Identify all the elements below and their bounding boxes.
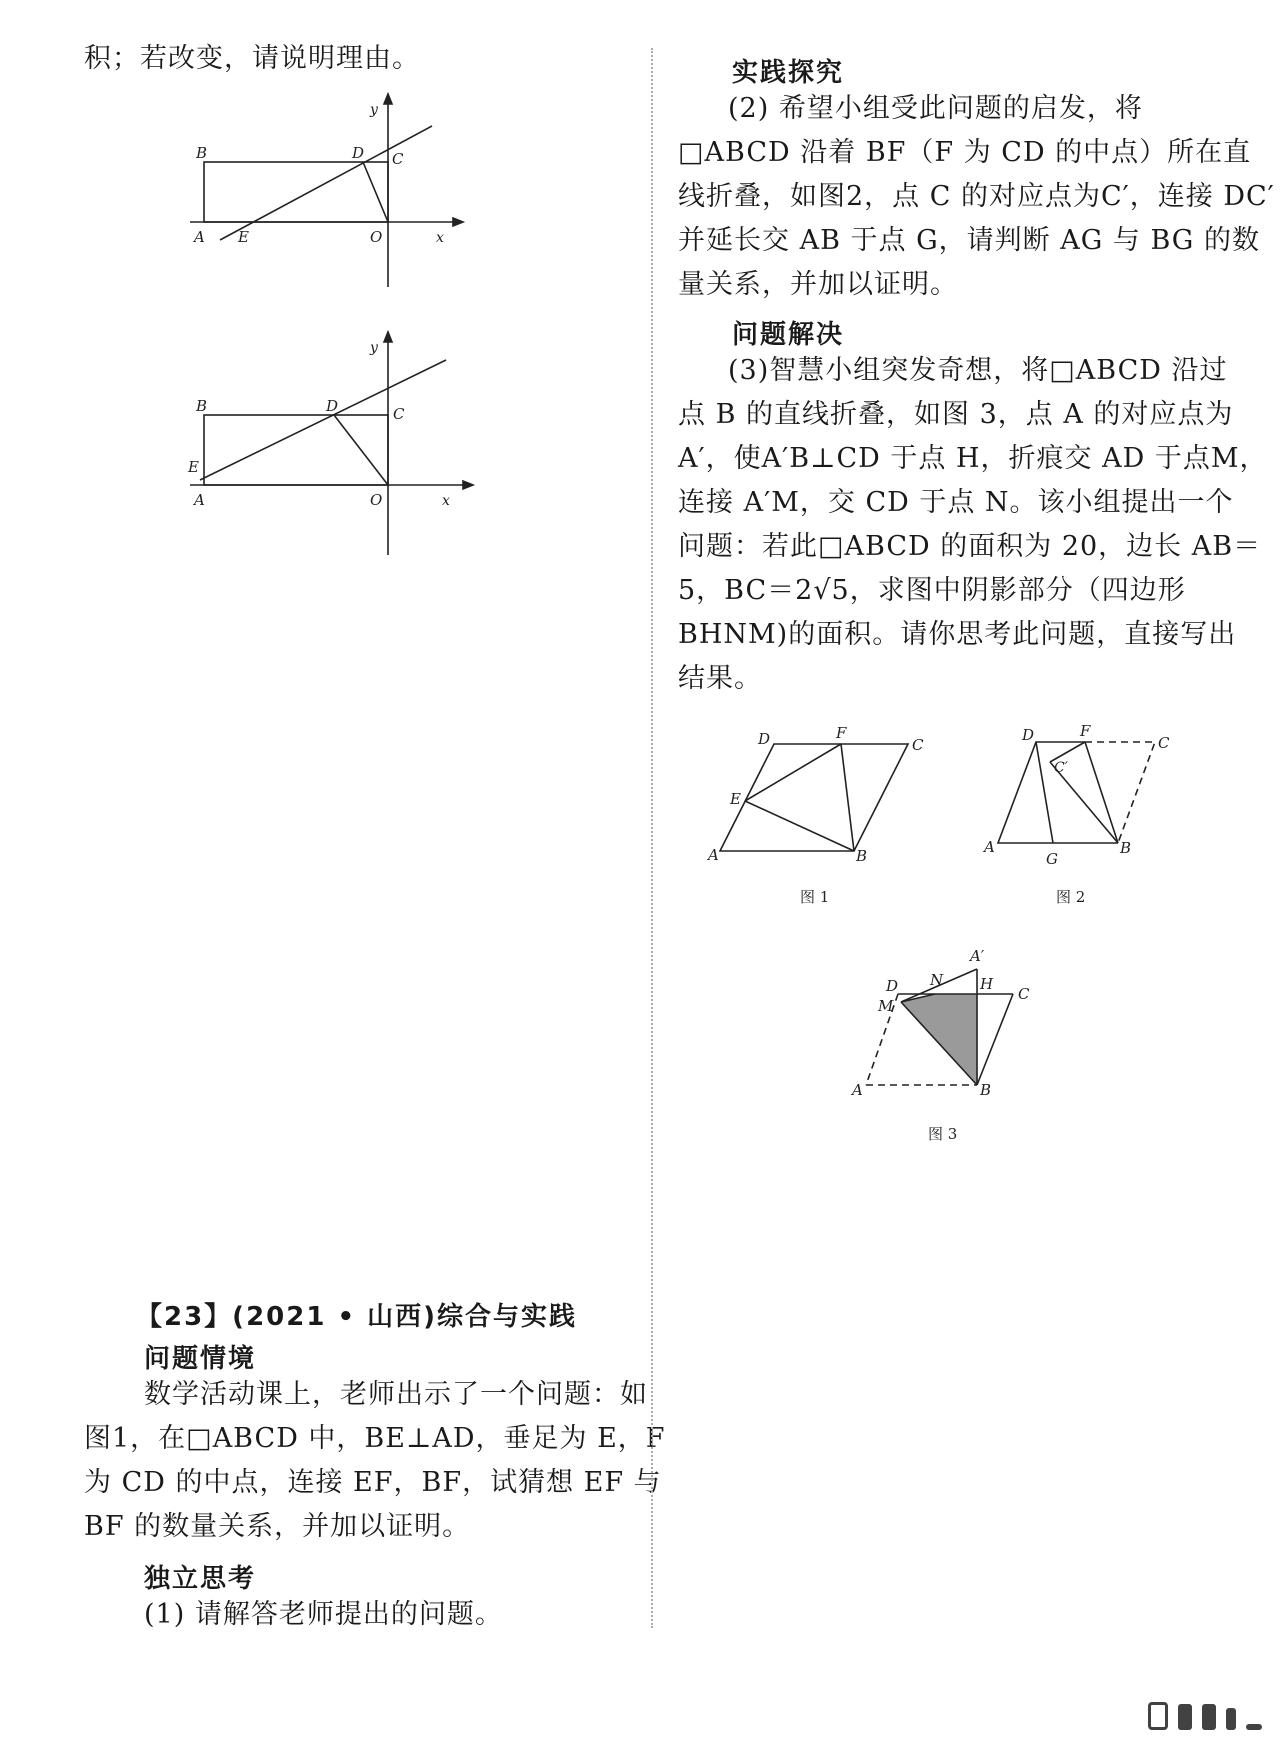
practice-line: 线折叠，如图2，点 C 的对应点为C′，连接 DC′	[678, 181, 1275, 212]
practice-line: 量关系，并加以证明。	[678, 269, 958, 300]
situation-line: 数学活动课上，老师出示了一个问题：如	[144, 1379, 648, 1410]
figure-1	[700, 720, 940, 920]
graph2-label: x	[442, 493, 450, 509]
graph2-label: D	[326, 397, 339, 415]
fig1-label: A	[708, 846, 719, 864]
graph1-label: C	[392, 150, 404, 168]
fig3-label: D	[886, 977, 899, 995]
graph2-label: E	[188, 458, 199, 476]
fig2-label: C′	[1054, 760, 1068, 776]
heading-independent-thinking: 独立思考	[144, 1564, 257, 1594]
situation-line: 图1，在□ABCD 中，BE⊥AD，垂足为 E，F	[84, 1423, 666, 1454]
column-divider	[651, 48, 653, 1628]
graph1-label: B	[196, 144, 208, 162]
figure-3	[848, 935, 1078, 1155]
graph1-label: x	[436, 230, 444, 246]
solve-line: 点 B 的直线折叠，如图 3，点 A 的对应点为	[678, 399, 1234, 430]
heading-problem-solving: 问题解决	[732, 320, 845, 350]
solve-line: 结果。	[678, 663, 762, 694]
graph2-label: C	[393, 405, 405, 423]
fig1-label: C	[912, 736, 924, 754]
shaded-region-bhnm	[901, 994, 977, 1085]
fig3-label: N	[930, 971, 944, 989]
situation-line: 为 CD 的中点，连接 EF，BF，试猜想 EF 与	[84, 1467, 662, 1498]
graph1-label: E	[238, 228, 249, 246]
fig1-label: F	[836, 724, 847, 742]
fig2-label: F	[1080, 722, 1091, 740]
fig1-label: D	[758, 730, 771, 748]
graph2-label: y	[370, 340, 378, 356]
solve-line: BHNM)的面积。请你思考此问题，直接写出	[678, 619, 1237, 650]
fig2-label: D	[1022, 726, 1035, 744]
heading-problem-situation: 问题情境	[144, 1344, 257, 1374]
fig3-label: H	[980, 975, 994, 993]
graph1-label: A	[194, 228, 205, 246]
corner-mark	[1148, 1702, 1262, 1730]
problem-header: 【23】(2021 • 山西)综合与实践	[136, 1302, 578, 1332]
fig1-label: E	[730, 790, 741, 808]
continuation-line: 积；若改变，请说明理由。	[84, 43, 420, 74]
fig2-label: A	[984, 838, 995, 856]
practice-line: 并延长交 AB 于点 G，请判断 AG 与 BG 的数	[678, 225, 1260, 256]
solve-line: 连接 A′M，交 CD 于点 N。该小组提出一个	[678, 487, 1234, 518]
fig3-label: A	[852, 1081, 863, 1099]
graph2-label: B	[196, 397, 208, 415]
fig2-label: C	[1158, 734, 1170, 752]
fig2-label: B	[1120, 839, 1132, 857]
graph1-label: O	[370, 228, 383, 246]
solve-line: 问题：若此□ABCD 的面积为 20，边长 AB＝	[678, 531, 1262, 562]
graph2-label: O	[370, 491, 383, 509]
heading-practice: 实践探究	[732, 58, 845, 88]
practice-line: (2) 希望小组受此问题的启发，将	[728, 93, 1143, 124]
fig3-label: C	[1018, 985, 1030, 1003]
figure-2	[960, 720, 1200, 920]
practice-line: □ABCD 沿着 BF（F 为 CD 的中点）所在直	[678, 137, 1252, 168]
figure-3-caption: 图 3	[928, 1125, 958, 1143]
graph1-label: y	[370, 102, 378, 118]
fig1-label: B	[856, 847, 868, 865]
solve-line: (3)智慧小组突发奇想，将□ABCD 沿过	[728, 355, 1228, 386]
situation-line: BF 的数量关系，并加以证明。	[84, 1511, 471, 1542]
solve-line: A′，使A′B⊥CD 于点 H，折痕交 AD 于点M，	[678, 443, 1268, 474]
graph1-label: D	[352, 144, 365, 162]
coordinate-figure-1	[180, 92, 480, 292]
graph2-label: A	[194, 491, 205, 509]
solve-line: 5，BC＝2√5，求图中阴影部分（四边形	[678, 575, 1186, 606]
coordinate-figure-2	[180, 330, 480, 560]
fig2-label: G	[1046, 850, 1058, 868]
fig3-label: A′	[970, 947, 985, 965]
fig3-label: B	[980, 1081, 992, 1099]
question-1: (1) 请解答老师提出的问题。	[144, 1599, 503, 1630]
fig3-label: M	[878, 997, 894, 1015]
figure-2-caption: 图 2	[1056, 888, 1086, 906]
figure-1-caption: 图 1	[800, 888, 830, 906]
